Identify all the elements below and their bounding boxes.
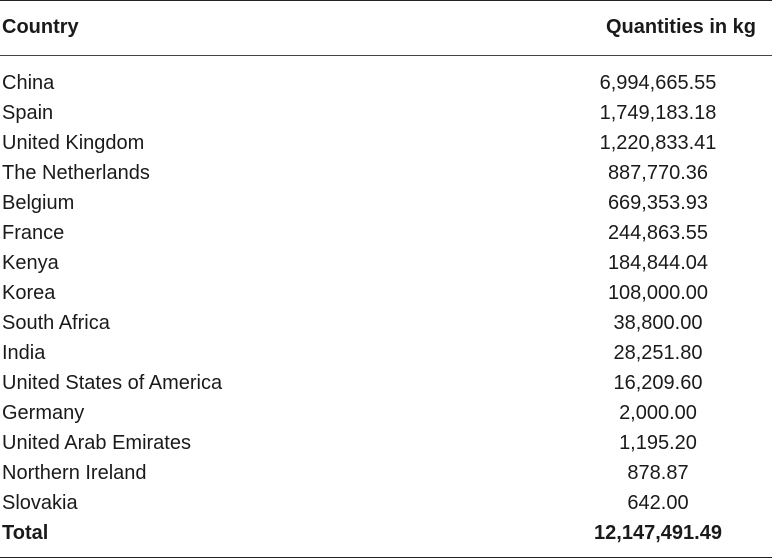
cell-country: France [2,221,65,244]
cell-quantity: 669,353.93 [607,191,709,214]
table-row [0,368,772,398]
cell-country: Spain [2,101,54,124]
cell-quantity: 16,209.60 [613,371,703,394]
cell-quantity: 642.00 [627,491,689,514]
cell-country: United Arab Emirates [2,431,191,454]
table-header-rule [0,55,772,56]
cell-quantity: 1,749,183.18 [599,101,717,124]
table-row [0,248,772,278]
table-row [0,308,772,338]
cell-quantity: 887,770.36 [607,161,709,184]
total-label: Total [2,521,49,544]
cell-country: United Kingdom [2,131,145,154]
table-row [0,488,772,518]
table-row [0,398,772,428]
total-quantity: 12,147,491.49 [594,521,722,544]
cell-country: Northern Ireland [2,461,147,484]
table-row [0,278,772,308]
table-row [0,68,772,98]
cell-country: Korea [2,281,56,304]
cell-country: Belgium [2,191,75,214]
table-header-row [0,0,772,55]
cell-country: India [2,341,46,364]
header-country: Country [2,16,79,38]
cell-quantity: 38,800.00 [613,311,703,334]
cell-quantity: 184,844.04 [607,251,709,274]
cell-country: Germany [2,401,85,424]
cell-country: Kenya [2,251,59,274]
cell-country: China [2,71,55,94]
cell-quantity: 1,220,833.41 [599,131,717,154]
table-row [0,338,772,368]
cell-quantity: 878.87 [627,461,689,484]
table-row [0,128,772,158]
cell-country: Slovakia [2,491,78,514]
table-total-row [0,518,772,548]
table-row [0,158,772,188]
cell-quantity: 6,994,665.55 [599,71,717,94]
cell-country: The Netherlands [2,161,150,184]
table-row [0,98,772,128]
table-row [0,458,772,488]
table-row [0,428,772,458]
cell-quantity: 1,195.20 [619,431,697,454]
header-quantity: Quantities in kg [605,16,756,38]
cell-quantity: 244,863.55 [607,221,709,244]
table-bottom-rule [0,557,772,558]
table-row [0,218,772,248]
cell-country: United States of America [2,371,223,394]
cell-quantity: 108,000.00 [607,281,709,304]
cell-quantity: 2,000.00 [619,401,697,424]
cell-country: South Africa [2,311,110,334]
table-body [0,68,772,548]
cell-quantity: 28,251.80 [613,341,703,364]
table-row [0,188,772,218]
